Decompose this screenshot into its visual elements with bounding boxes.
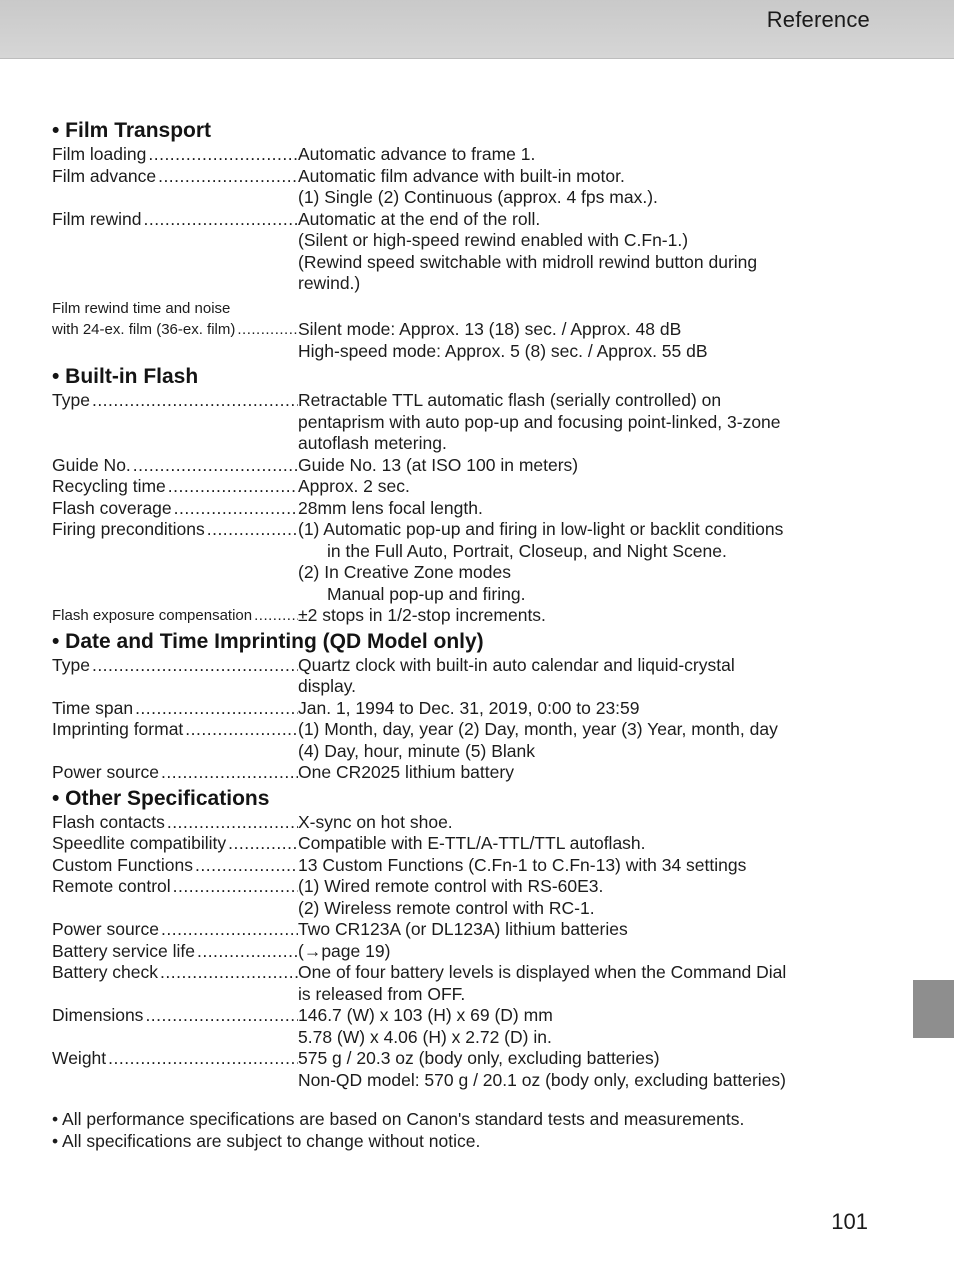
header-title: Reference (766, 7, 870, 32)
spec-label: Dimensions (52, 1005, 144, 1025)
spec-value: 5.78 (W) x 4.06 (H) x 2.72 (D) in. (298, 1026, 552, 1047)
section-built-in-flash (52, 364, 882, 627)
spec-value: (1) Automatic pop-up and firing in low-light or backlit conditions (298, 519, 784, 539)
spec-row-recycling-time (52, 476, 882, 498)
spec-label: Flash contacts (52, 811, 165, 832)
section-title: • Built-in Flash (52, 365, 199, 388)
spec-value: Retractable TTL automatic flash (serially controlled) on (298, 390, 722, 410)
spec-value: (1) Month, day, year (2) Day, month, year (3) Year, month, day (298, 719, 778, 739)
spec-label: with 24-ex. film (36-ex. film) (52, 321, 236, 338)
spec-value: Manual pop-up and firing. (327, 583, 526, 604)
spec-row-custom-functions (52, 855, 882, 877)
spec-row-film-rewind (52, 209, 882, 295)
side-index-tab (913, 980, 954, 1038)
spec-row-remote-control (52, 876, 882, 919)
spec-value: Silent mode: Approx. 13 (18) sec. / Approx. 48 dB (298, 319, 682, 339)
spec-label: Flash exposure compensation (52, 607, 253, 624)
spec-value: (→page 19) (298, 940, 391, 961)
spec-value: One CR2025 lithium battery (298, 762, 514, 782)
section-title: • Other Specifications (52, 786, 270, 810)
spec-value: in the Full Auto, Portrait, Closeup, and Night Scene. (327, 540, 727, 561)
spec-value: autoflash metering. (298, 433, 447, 453)
spec-label: Custom Functions (52, 854, 194, 875)
footnote: • All performance specifications are based on Canon's standard tests and measurements. (52, 1109, 745, 1129)
spec-label: Speedlite compatibility (52, 833, 227, 853)
spec-value: Automatic at the end of the roll. (298, 208, 541, 229)
spec-row-film-advance (52, 166, 882, 209)
spec-label: Power source (52, 762, 159, 782)
spec-value: Quartz clock with built-in auto calendar and liquid-crystal (298, 654, 735, 675)
spec-value: 13 Custom Functions (C.Fn-1 to C.Fn-13) with 34 settings (298, 854, 747, 875)
spec-value: ±2 stops in 1/2-stop increments. (298, 605, 546, 625)
spec-row-power-source (52, 919, 882, 941)
spec-row-flash-type (52, 390, 882, 455)
spec-value: Guide No. 13 (at ISO 100 in meters) (298, 454, 579, 475)
spec-value: Non-QD model: 570 g / 20.1 oz (body only, excluding batteries) (298, 1069, 786, 1090)
spec-value: (Rewind speed switchable with midroll rewind button during (298, 251, 758, 272)
spec-label: Firing preconditions (52, 519, 205, 539)
spec-row-clock-type (52, 655, 882, 698)
footnote: • All specifications are subject to change without notice. (52, 1130, 481, 1151)
spec-value: (2) Wireless remote control with RC-1. (298, 897, 595, 918)
spec-value: (4) Day, hour, minute (5) Blank (298, 740, 535, 761)
spec-row-firing-preconditions (52, 519, 882, 605)
spec-row-guide-no (52, 455, 882, 477)
spec-value: Automatic advance to frame 1. (298, 144, 536, 164)
spec-label: Film rewind (52, 208, 142, 229)
spec-label: Film loading (52, 144, 147, 164)
page-number: 101 (831, 1209, 868, 1234)
spec-value: rewind.) (298, 273, 361, 293)
spec-value: 28mm lens focal length. (298, 497, 483, 518)
spec-value: Approx. 2 sec. (298, 476, 410, 496)
spec-label: Film advance (52, 165, 157, 186)
spec-value: (1) Wired remote control with RS-60E3. (298, 876, 604, 896)
spec-value: 575 g / 20.3 oz (body only, excluding batteries) (298, 1048, 660, 1068)
spec-label: Imprinting format (52, 719, 184, 739)
spec-row-film-rewind-time (52, 298, 882, 363)
spec-value: 146.7 (W) x 103 (H) x 69 (D) mm (298, 1005, 553, 1025)
spec-row-time-span (52, 698, 882, 720)
spec-row-weight (52, 1048, 882, 1091)
footnotes (52, 1109, 882, 1152)
section-other-specifications (52, 786, 882, 1092)
spec-value: High-speed mode: Approx. 5 (8) sec. / Approx. 55 dB (298, 340, 708, 361)
spec-label: Time span (52, 697, 134, 718)
spec-row-flash-exposure-compensation (52, 605, 882, 627)
spec-value: is released from OFF. (298, 983, 466, 1004)
spec-value: X-sync on hot shoe. (298, 811, 453, 832)
spec-row-speedlite-compatibility (52, 833, 882, 855)
spec-label: Type (52, 390, 90, 410)
spec-value: pentaprism with auto pop-up and focusing point-linked, 3-zone (298, 411, 781, 432)
spec-row-battery-service-life (52, 941, 882, 963)
section-date-time-imprinting (52, 629, 882, 784)
spec-row-imprinting-format (52, 719, 882, 762)
section-title: • Date and Time Imprinting (QD Model only) (52, 629, 484, 653)
spec-row-flash-coverage (52, 498, 882, 520)
spec-label-line1: Film rewind time and noise (52, 299, 231, 317)
section-film-transport (52, 118, 882, 362)
spec-value: display. (298, 676, 357, 696)
spec-row-film-loading (52, 144, 882, 166)
spec-value: Automatic film advance with built-in motor. (298, 165, 625, 186)
spec-label: Type (52, 654, 90, 675)
spec-value: Two CR123A (or DL123A) lithium batteries (298, 919, 628, 939)
section-title: • Film Transport (52, 119, 212, 142)
spec-label: Power source (52, 919, 159, 939)
spec-value: (Silent or high-speed rewind enabled with C.Fn-1.) (298, 230, 689, 250)
spec-row-battery-check (52, 962, 882, 1005)
spec-value: (1) Single (2) Continuous (approx. 4 fps max.). (298, 187, 658, 207)
spec-label: Battery service life (52, 940, 195, 961)
spec-row-clock-power-source (52, 762, 882, 784)
spec-value: (2) In Creative Zone modes (298, 562, 512, 582)
header-band (0, 0, 954, 59)
spec-label: Remote control (52, 876, 171, 896)
spec-label: Guide No. (52, 454, 131, 475)
spec-value: Compatible with E-TTL/A-TTL/TTL autoflash. (298, 833, 646, 853)
spec-content (52, 118, 882, 1152)
spec-label: Weight (52, 1048, 107, 1068)
spec-label: Battery check (52, 962, 159, 982)
spec-label: Recycling time (52, 476, 166, 496)
spec-value: One of four battery levels is displayed when the Command Dial (298, 962, 787, 982)
spec-value: Jan. 1, 1994 to Dec. 31, 2019, 0:00 to 23:59 (298, 697, 640, 718)
spec-label: Flash coverage (52, 497, 172, 518)
spec-row-dimensions (52, 1005, 882, 1048)
spec-row-flash-contacts (52, 812, 882, 834)
